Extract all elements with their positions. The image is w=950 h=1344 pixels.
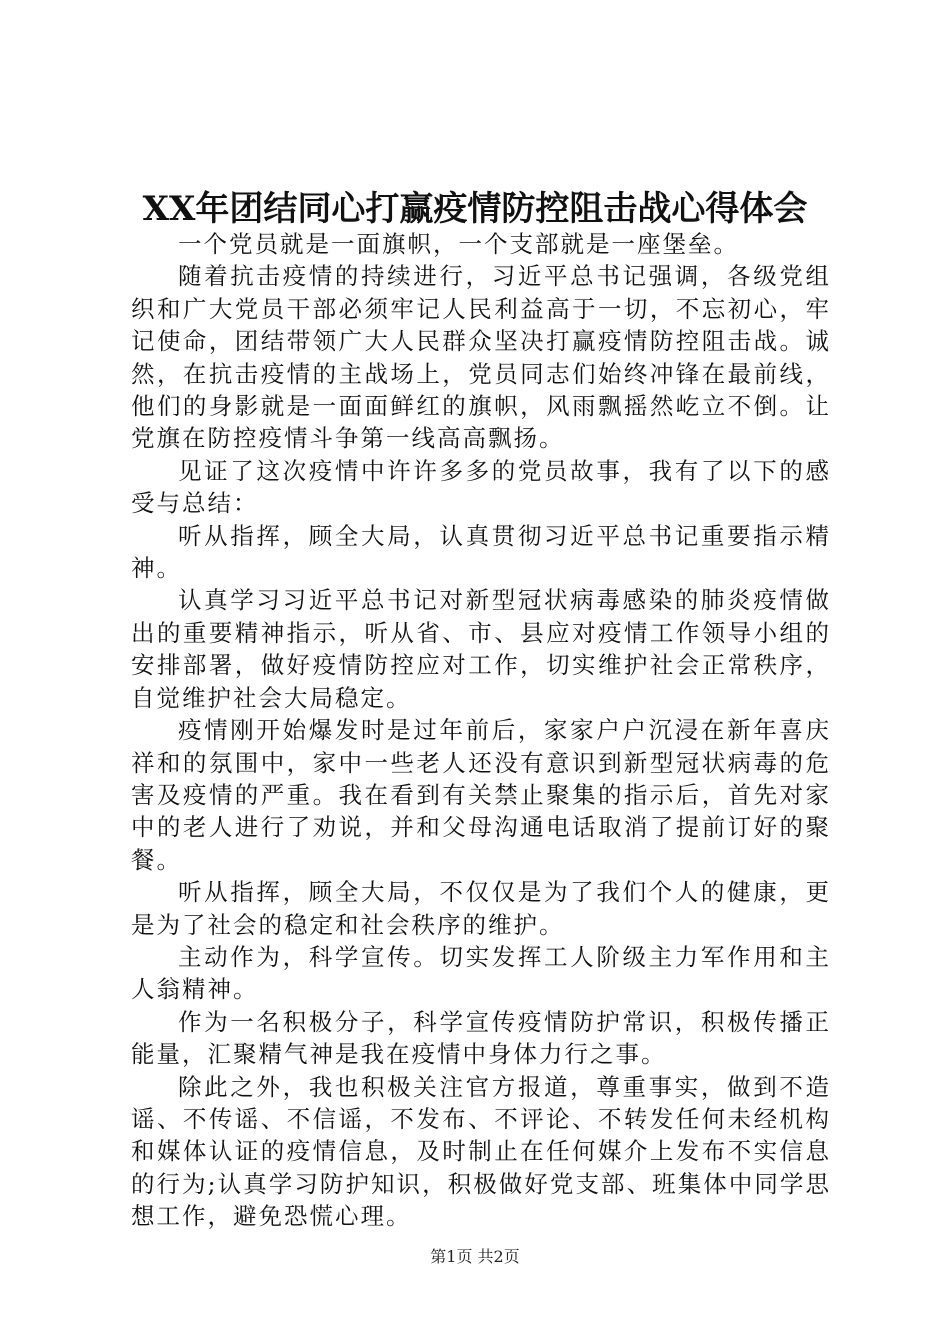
paragraph: 听从指挥，顾全大局，不仅仅是为了我们个人的健康，更是为了社会的稳定和社会秩序的维护。 — [131, 878, 831, 939]
page-number-footer: 第1页 共2页 — [430, 1247, 520, 1266]
paragraph: 听从指挥，顾全大局，认真贯彻习近平总书记重要指示精神。 — [131, 521, 831, 583]
paragraph: 疫情刚开始爆发时是过年前后，家家户户沉浸在新年喜庆祥和的氛围中，家中一些老人还没有意识到新型冠状病毒的危害及疫情的严重。我在看到有关禁止聚集的指示后，首先对家中的老人进行了劝说，并和父母沟通电话取消了提前订好的聚餐。 — [131, 716, 831, 874]
paragraph: 主动作为，科学宣传。切实发挥工人阶级主力军作用和主人翁精神。 — [131, 942, 831, 1004]
paragraph: 见证了这次疫情中许许多多的党员故事，我有了以下的感受与总结： — [131, 456, 831, 518]
paragraph: 随着抗击疫情的持续进行，习近平总书记强调，各级党组织和广大党员干部必须牢记人民利益高于一切，不忘初心，牢记使命，团结带领广大人民群众坚决打赢疫情防控阻击战。诚然，在抗击疫情的主战场上，党员同志们始终冲锋在最前线，他们的身影就是一面面鲜红的旗帜，风雨飘摇然屹立不倒。让党旗在防控疫情斗争第一线高高飘扬。 — [131, 262, 831, 453]
document-body — [131, 228, 831, 1233]
document-title: XX年团结同心打赢疫情防控阻击战心得体会 — [142, 189, 808, 229]
paragraph: 认真学习习近平总书记对新型冠状病毒感染的肺炎疫情做出的重要精神指示，听从省、市、县应对疫情工作领导小组的安排部署，做好疫情防控应对工作，切实维护社会正常秩序，自觉维护社会大局稳定。 — [131, 586, 831, 712]
paragraph: 作为一名积极分子，科学宣传疫情防护常识，积极传播正能量，汇聚精气神是我在疫情中身体力行之事。 — [131, 1007, 831, 1069]
paragraph: 除此之外，我也积极关注官方报道，尊重事实，做到不造谣、不传谣、不信谣，不发布、不评论、不转发任何未经机构和媒体认证的疫情信息，及时制止在任何媒介上发布不实信息的行为;认真学习防护知识，积极做好党支部、班集体中同学思想工作，避免恐慌心理。 — [131, 1072, 831, 1231]
paragraph: 一个党员就是一面旗帜，一个支部就是一座堡垒。 — [178, 230, 739, 258]
